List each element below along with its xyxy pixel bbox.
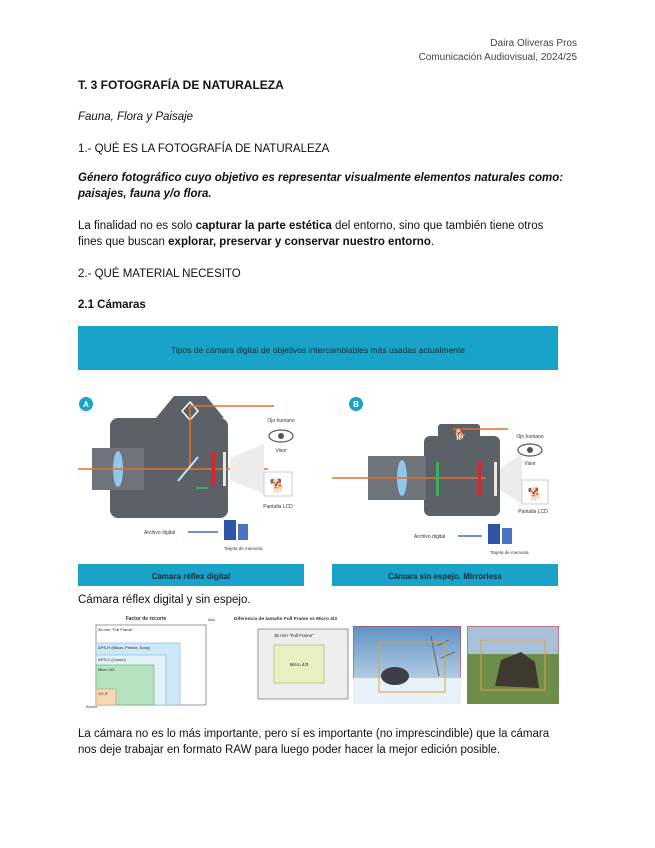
mirrorless-eye-label: Ojo humano	[516, 434, 544, 440]
badge-b-text: B	[353, 400, 359, 409]
compare-micro-label: Micro 4/3	[289, 662, 309, 667]
camera-types-diagram	[78, 326, 558, 588]
sensor-chart-right-axis: Alto	[208, 617, 215, 622]
sensor-label-aps-c: APS-C (Canon)	[98, 657, 126, 662]
dslr-image-sensor	[212, 452, 215, 486]
section1-heading: 1.- QUÉ ES LA FOTOGRAFÍA DE NATURALEZA	[78, 143, 330, 155]
diagram-banner-text: Tipos de cámara digital de objetivos intercambiables más usadas actualmente	[170, 345, 466, 355]
compare-title: Diferencia de tamaño Full Frame vs Micro 4/3	[234, 617, 337, 622]
document-subtitle: Fauna, Flora y Paisaje	[78, 111, 194, 123]
compare-full-frame-label: 35 mm "Full Frame"	[274, 633, 314, 638]
purpose-text-f: .	[430, 236, 435, 248]
definition-line1: Género fotográfico cuyo objetivo es representar visualmente elementos naturales como:	[78, 172, 564, 184]
mirrorless-tarjeta-label: Tarjeta de memoria	[490, 550, 529, 555]
section2-heading: 2.- QUÉ MATERIAL NECESITO	[78, 268, 241, 280]
sensor-size-chart	[86, 613, 228, 709]
mirrorless-eye-pupil-icon	[527, 447, 533, 453]
purpose-line2	[78, 234, 578, 250]
raw-format-paragraph-line2: nos deje trabajar en formato RAW para luego poder hacer la mejor edición posible.	[78, 744, 501, 756]
mirrorless-caption-text: Cámara sin espejo. Mirrorless	[388, 572, 502, 581]
mirrorless-lcd-beam	[500, 454, 522, 504]
sensor-label-micro-43: Micro 4/3	[98, 667, 115, 672]
dslr-tarjeta-label: Tarjeta de memoria	[224, 546, 263, 551]
header-author: Daira Oliveras Pros	[490, 38, 577, 49]
camera-diagram-caption: Cámara réflex digital y sin espejo.	[78, 594, 251, 606]
subsection-cameras-heading: 2.1 Cámaras	[78, 299, 146, 311]
mirrorless-lcd-label: Pantalla LCD	[518, 509, 548, 515]
mirrorless-image-sensor	[478, 462, 481, 496]
sensor-label-full-frame: 35 mm "Full Frame"	[98, 627, 134, 632]
purpose-text-c: del entorno, sino que también tiene otros	[331, 220, 544, 232]
definition-line2: paisajes, fauna y/o flora.	[78, 188, 212, 200]
dslr-lcd-edge	[223, 452, 226, 486]
document-title: T. 3 FOTOGRAFÍA DE NATURALEZA	[78, 78, 284, 92]
purpose-line1	[78, 218, 598, 234]
sensor-chart-axis-label: Ancho	[86, 704, 98, 709]
dslr-lcd-beam	[230, 444, 264, 494]
mirrorless-panel	[332, 397, 558, 586]
fox-photo-animal	[381, 667, 409, 685]
frame-comparison-diagram	[232, 613, 352, 709]
dslr-panel	[78, 396, 304, 586]
mirrorless-lcd-edge	[494, 462, 497, 496]
purpose-bold-e: explorar, preservar y conservar nuestro entorno	[168, 236, 431, 248]
mirrorless-archivo-label: Archivo digital	[414, 534, 446, 540]
dslr-memory-card-2	[238, 524, 248, 540]
sensor-label-aps-h: APS-H (Nikon, Pentax, Sony)	[98, 645, 151, 650]
purpose-bold-a: capturar la parte estética	[195, 220, 332, 232]
dslr-archivo-label: Archivo digital	[144, 530, 176, 536]
raw-format-paragraph-line1: La cámara no es lo más importante, pero sí es importante (no imprescindible) que la cámara	[78, 728, 550, 740]
mirrorless-lcd-dog-icon: 🐕	[527, 487, 543, 501]
dslr-caption-text: Cámara réflex digital	[151, 572, 231, 581]
purpose-text-d: fines que buscan	[78, 236, 169, 248]
dslr-memory-card-1	[224, 520, 236, 540]
dslr-lcd-dog-icon: 🐕	[269, 478, 287, 493]
dslr-eye-pupil-icon	[278, 433, 284, 439]
mirrorless-memory-card-2	[502, 528, 512, 544]
mirrorless-visor-label: Visor	[524, 461, 536, 467]
landscape-rock-photo	[467, 626, 559, 704]
purpose-text-a: La finalidad no es solo	[78, 220, 196, 232]
arctic-fox-photo	[353, 626, 461, 704]
badge-a-text: A	[83, 400, 89, 409]
mirrorless-memory-card-1	[488, 524, 500, 544]
sensor-label-small: 1/2.3"	[98, 691, 109, 696]
dslr-visor-label: Visor	[275, 448, 287, 454]
mirrorless-evf-dog-icon: 🐕	[453, 430, 467, 441]
sensor-chart-title: Factor de recorte	[125, 616, 167, 622]
mirrorless-filter	[436, 462, 439, 496]
mirrorless-body	[424, 436, 500, 516]
dslr-lcd-label: Pantalla LCD	[263, 504, 293, 510]
header-course: Comunicación Audiovisual, 2024/25	[418, 52, 577, 63]
dslr-eye-label: Ojo humano	[267, 418, 295, 424]
